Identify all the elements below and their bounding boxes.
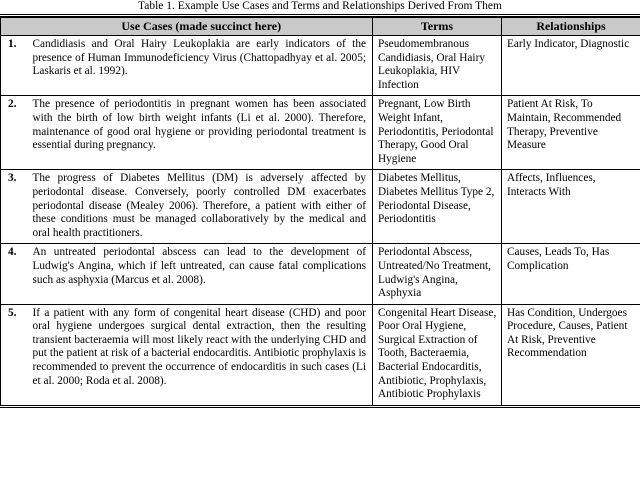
table-row	[1, 304, 640, 405]
table-row	[1, 36, 640, 96]
table-row	[1, 96, 640, 170]
row-terms: Pseudomembranous Candidiasis, Oral Hairy Leukoplakia, HIV Infection	[373, 36, 502, 96]
row-use-case: The progress of Diabetes Mellitus (DM) is adversely affected by periodontal disease. Conversely, poorly controlled DM exacerbates periodontal disease (Mealey 2006). Therefore, a patient with either of these conditions must be managed collaboratively by the medical and oral health practitioners.	[31, 170, 373, 244]
table-header-row	[1, 18, 640, 36]
row-relationships: Affects, Influences, Interacts With	[502, 170, 640, 244]
table-row	[1, 244, 640, 304]
table-bottom-rule	[0, 405, 640, 408]
table-body	[1, 36, 640, 405]
table-caption: Table 1. Example Use Cases and Terms and Relationships Derived From Them	[138, 0, 502, 12]
row-use-case: An untreated periodontal abscess can lead to the development of Ludwig's Angina, which if left untreated, can cause fatal complications such as asphyxia (Marcus et al. 2008).	[31, 244, 373, 304]
table-header	[1, 18, 640, 36]
row-terms: Pregnant, Low Birth Weight Infant, Periodontitis, Periodontal Therapy, Good Oral Hygiene	[373, 96, 502, 170]
column-header-number	[1, 18, 31, 36]
row-use-case: The presence of periodontitis in pregnant women has been associated with the birth of low birth weight infants (Li et al. 2000). Therefore, maintenance of good oral hygiene or providing periodontal treatment is essential during pregnancy.	[31, 96, 373, 170]
row-number: 5.	[1, 304, 31, 405]
table-row	[1, 170, 640, 244]
row-terms: Diabetes Mellitus, Diabetes Mellitus Type 2, Periodontal Disease, Periodontitis	[373, 170, 502, 244]
row-number: 2.	[1, 96, 31, 170]
row-relationships: Has Condition, Undergoes Procedure, Causes, Patient At Risk, Preventive Recommendation	[502, 304, 640, 405]
row-terms: Congenital Heart Disease, Poor Oral Hygiene, Surgical Extraction of Tooth, Bacteraemia, Bacterial Endocarditis, Antibiotic, Prophylaxis, Antibiotic Prophylaxis	[373, 304, 502, 405]
column-header-use-cases: Use Cases (made succinct here)	[31, 18, 373, 36]
row-number: 1.	[1, 36, 31, 96]
row-terms: Periodontal Abscess, Untreated/No Treatment, Ludwig's Angina, Asphyxia	[373, 244, 502, 304]
use-cases-table	[0, 17, 640, 405]
row-relationships: Patient At Risk, To Maintain, Recommended Therapy, Preventive Measure	[502, 96, 640, 170]
column-header-relationships: Relationships	[502, 18, 640, 36]
row-number: 3.	[1, 170, 31, 244]
column-header-terms: Terms	[373, 18, 502, 36]
row-use-case: If a patient with any form of congenital heart disease (CHD) and poor oral hygiene undergoes surgical dental extraction, then the resulting transient bacteraemia will most likely react with the underlying CHD and put the patient at risk of a bacterial endocarditis. Antibiotic prophylaxis is recommended to prevent the occurrence of endocarditis in such cases (Li et al. 2000; Roda et al. 2008).	[31, 304, 373, 405]
row-relationships: Early Indicator, Diagnostic	[502, 36, 640, 96]
row-use-case: Candidiasis and Oral Hairy Leukoplakia are early indicators of the presence of Human Immunodeficiency Virus (Chattopadhyay et al. 2005; Laskaris et al. 1992).	[31, 36, 373, 96]
row-relationships: Causes, Leads To, Has Complication	[502, 244, 640, 304]
row-number: 4.	[1, 244, 31, 304]
